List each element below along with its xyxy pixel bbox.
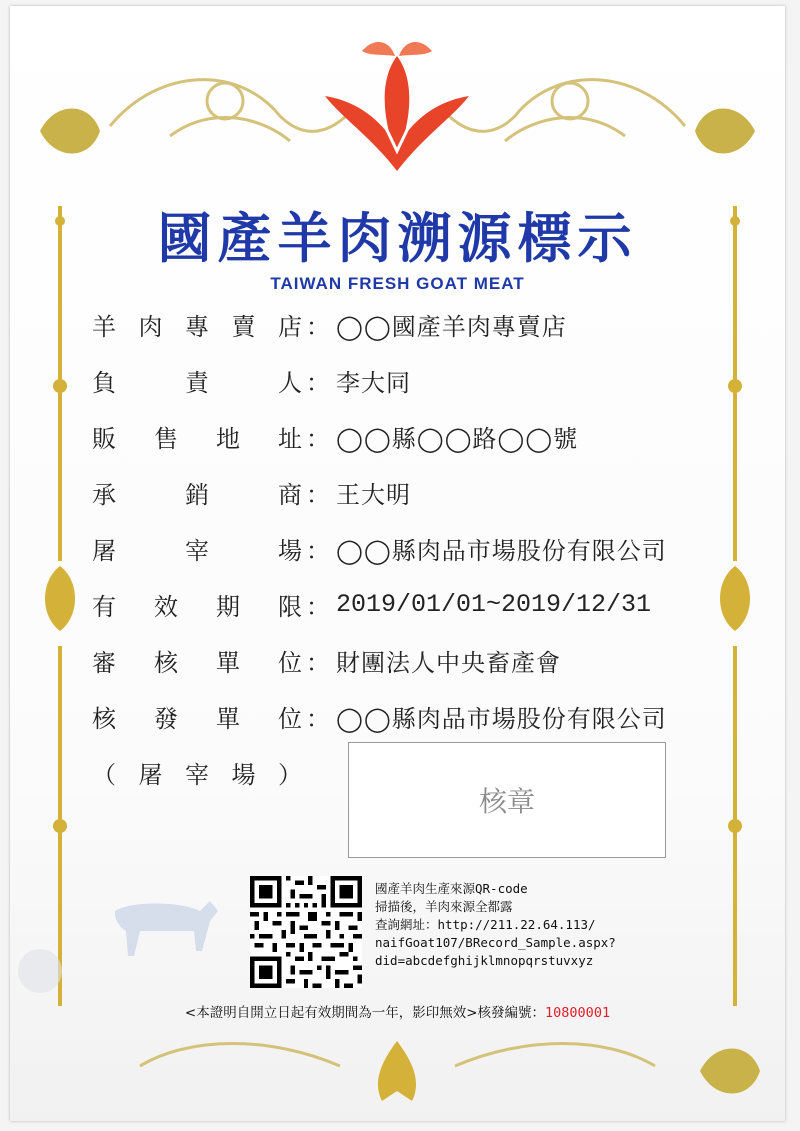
serial-number: 10800001 bbox=[545, 1005, 611, 1021]
reviewer-row: 審 核 單 位 ： 財團法人中央畜產會 bbox=[92, 642, 561, 678]
footer-note: <本證明自開立日起有效期間為一年，影印無效>核發編號：10800001 bbox=[184, 1005, 611, 1021]
slaughterhouse-label: 屠 宰 場 bbox=[92, 536, 302, 565]
owner-row: 負 責 人 ： 李大同 bbox=[92, 362, 411, 398]
address-value: ◯◯縣◯◯路◯◯號 bbox=[336, 424, 579, 453]
goat-emblem-icon bbox=[325, 42, 469, 171]
certificate-subtitle: TAIWAN FRESH GOAT MEAT bbox=[270, 274, 525, 293]
stamp-box bbox=[348, 742, 666, 858]
certificate-title: 國產羊肉溯源標示 bbox=[157, 207, 638, 270]
address-label: 販 售 地 址 bbox=[92, 424, 302, 453]
distributor-label: 承 銷 商 bbox=[92, 480, 302, 509]
shop-value: ◯◯國產羊肉專賣店 bbox=[336, 312, 567, 341]
distributor-row: 承 銷 商 ： 王大明 bbox=[92, 474, 411, 510]
certificate-sheet bbox=[10, 6, 785, 1121]
shop-label: 羊 肉 專 賣 店 bbox=[92, 312, 302, 341]
validity-label: 有 效 期 限 bbox=[92, 592, 302, 621]
validity-value: 2019/01/01~2019/12/31 bbox=[336, 589, 652, 619]
query-url[interactable]: 查詢網址：http://211.22.64.113/ bbox=[375, 917, 596, 932]
issuer-row: 核 發 單 位 ： ◯◯縣肉品市場股份有限公司 bbox=[92, 698, 667, 734]
validity-row: 有 效 期 限 ： 2019/01/01~2019/12/31 bbox=[92, 586, 651, 622]
stamp-label: 核章 bbox=[478, 785, 535, 818]
slaughterhouse-row: 屠 宰 場 ： ◯◯縣肉品市場股份有限公司 bbox=[92, 530, 667, 566]
address-row: 販 售 地 址 ： ◯◯縣◯◯路◯◯號 bbox=[92, 418, 578, 454]
qr-info: 國產羊肉生產來源QR-code 掃描後，羊肉來源全都露 查詢網址：http://211.22.64.113/ naifGoat107/BRecord_Sample.aspx? did=abcdefghijklmnopqrstuvxyz bbox=[375, 880, 695, 970]
reviewer-value: 財團法人中央畜產會 bbox=[336, 648, 561, 677]
issuer-label: 核 發 單 位 bbox=[92, 704, 302, 733]
owner-value: 李大同 bbox=[336, 368, 411, 397]
shop-row: 羊 肉 專 賣 店 ： ◯◯國產羊肉專賣店 bbox=[92, 306, 567, 342]
issuer-value: ◯◯縣肉品市場股份有限公司 bbox=[336, 704, 667, 733]
owner-label: 負 責 人 bbox=[92, 368, 302, 397]
distributor-value: 王大明 bbox=[336, 480, 411, 509]
slaughter-note: （ 屠 宰 場 ） bbox=[92, 760, 302, 789]
qr-code-icon[interactable] bbox=[250, 876, 362, 988]
slaughterhouse-value: ◯◯縣肉品市場股份有限公司 bbox=[336, 536, 667, 565]
goat-watermark-icon bbox=[115, 901, 218, 956]
reviewer-label: 審 核 單 位 bbox=[92, 648, 302, 677]
